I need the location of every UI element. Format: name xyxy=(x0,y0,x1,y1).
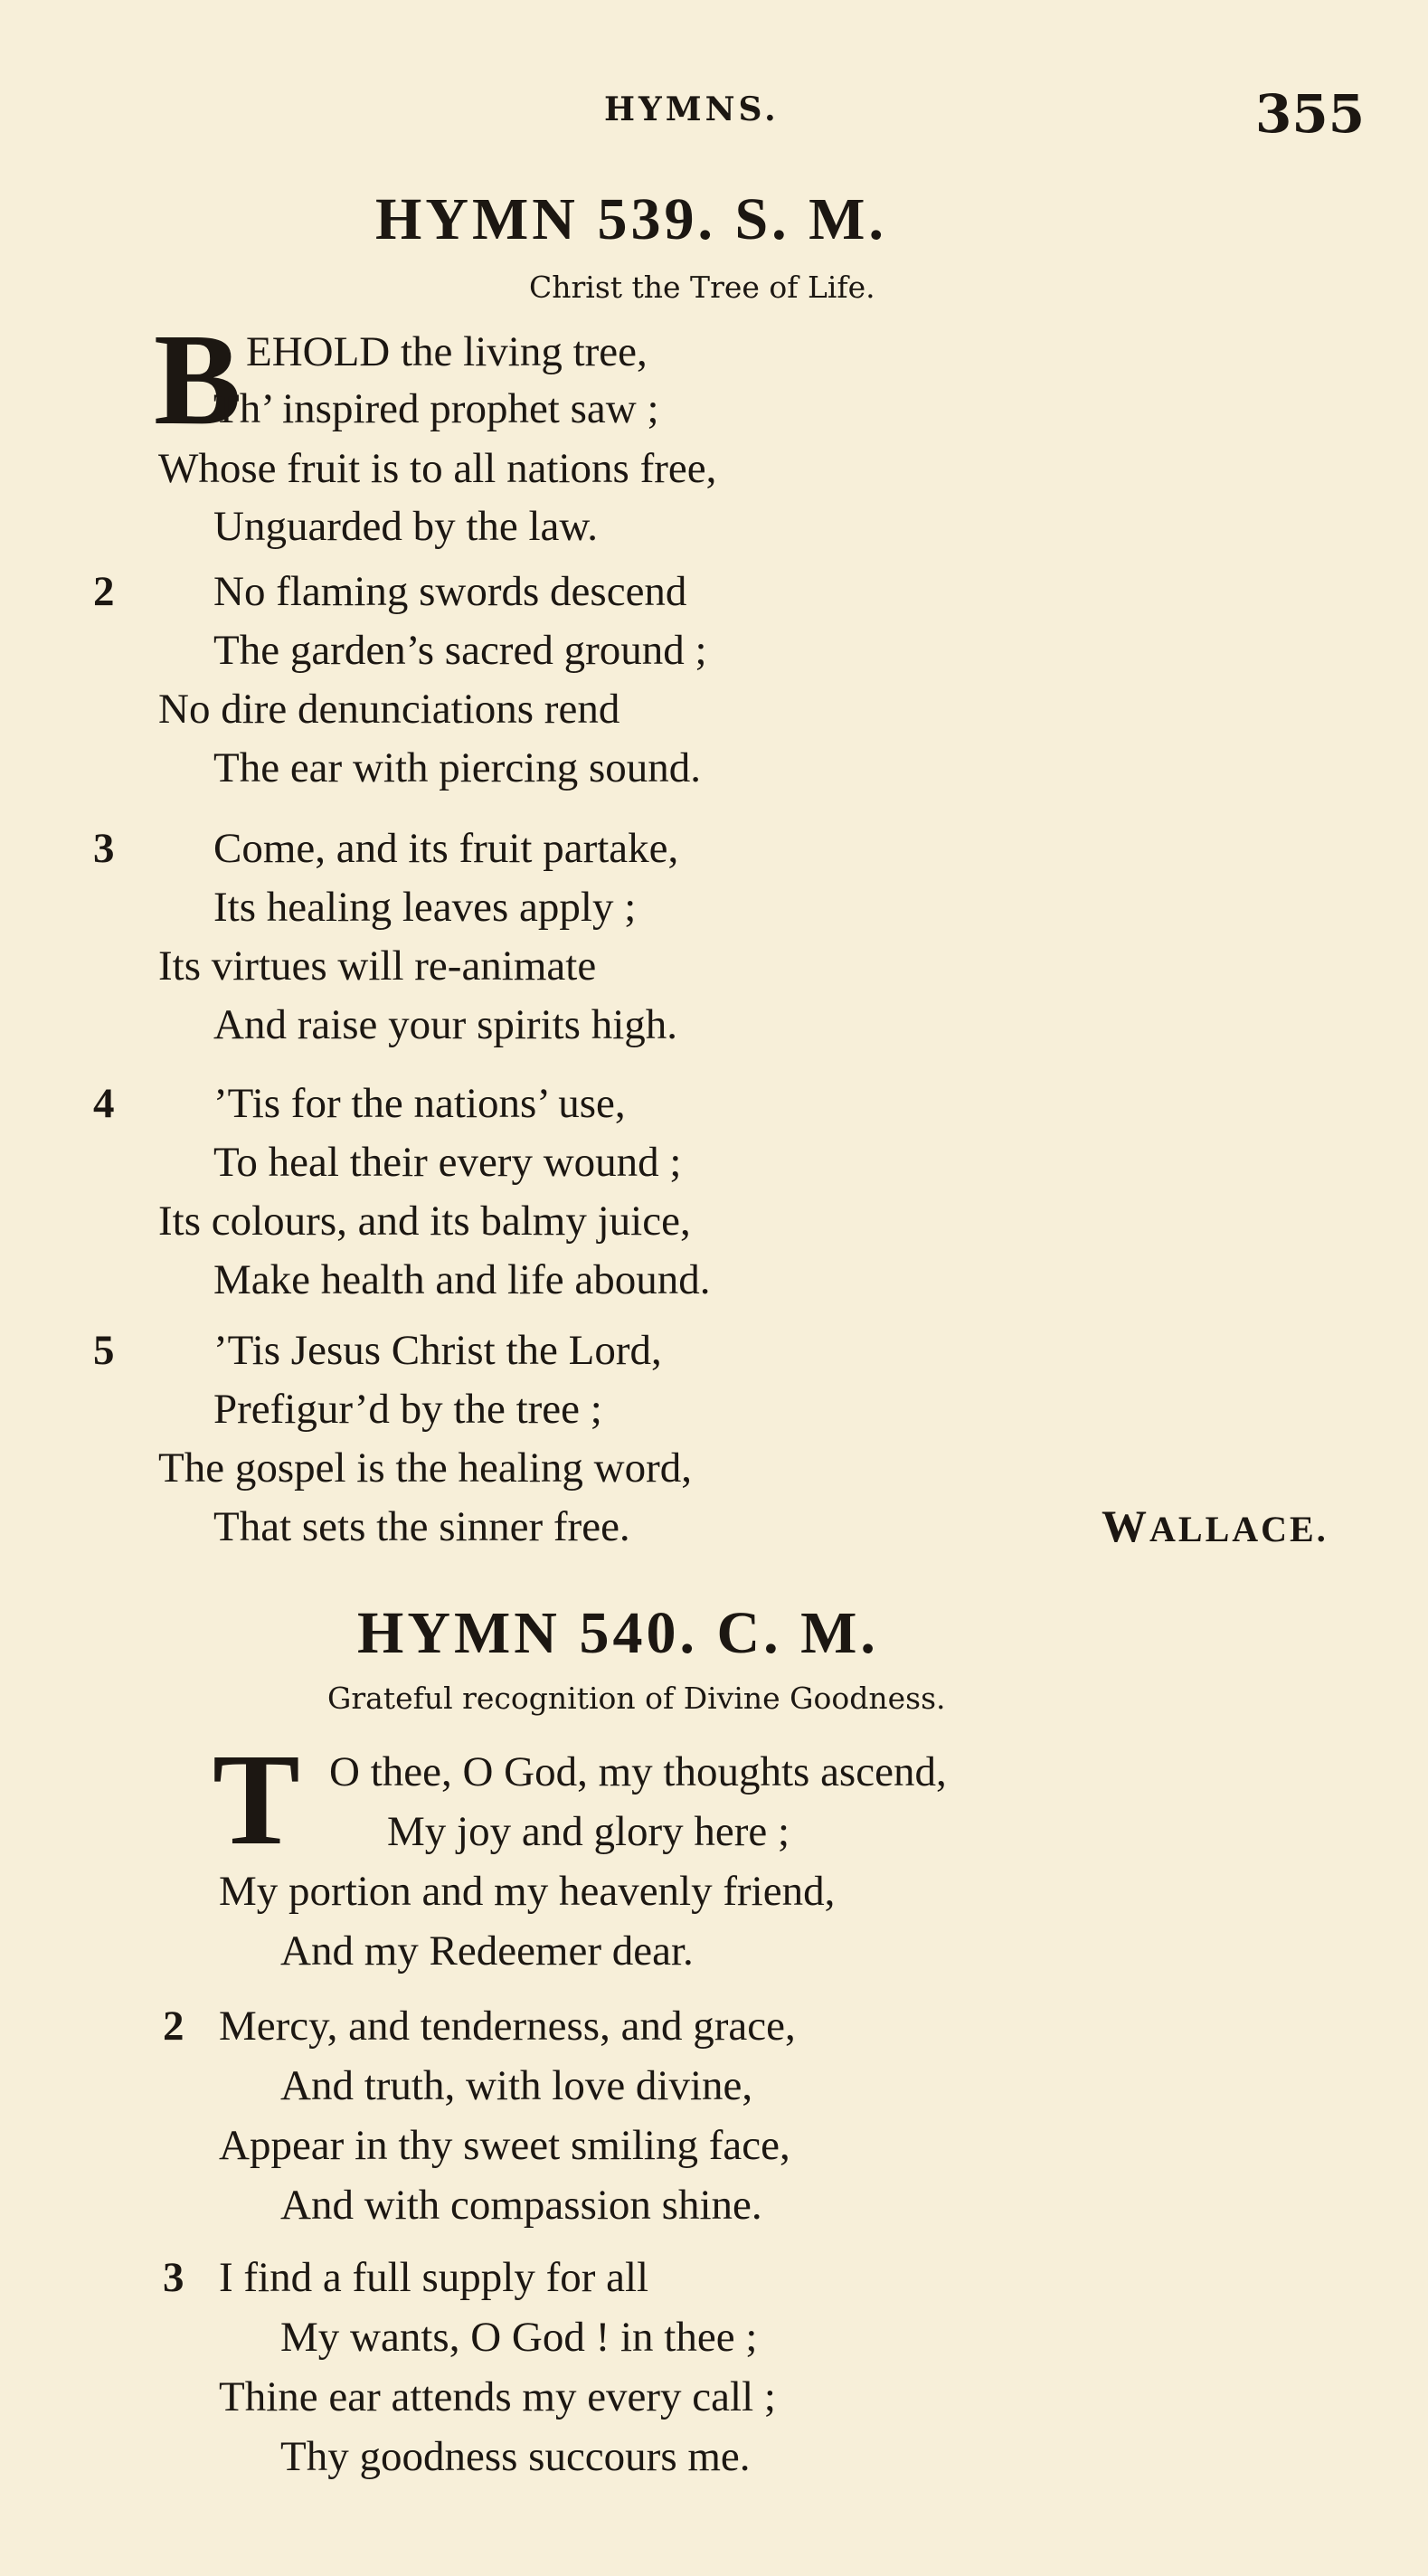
verse-number: 2 xyxy=(93,568,115,615)
stanza-line: That sets the sinner free. xyxy=(213,1503,630,1550)
verse-number: 2 xyxy=(163,2003,184,2050)
verse-number: 3 xyxy=(163,2254,184,2301)
stanza-line: No flaming swords descend xyxy=(213,568,687,615)
stanza-line: Make health and life abound. xyxy=(213,1256,711,1303)
verse-number: 3 xyxy=(93,825,115,872)
stanza-line: My portion and my heavenly friend, xyxy=(219,1868,836,1915)
stanza-line: Its virtues will re-animate xyxy=(158,942,597,990)
stanza-line: And truth, with love divine, xyxy=(280,2062,753,2109)
stanza-line: Th’ inspired prophet saw ; xyxy=(213,385,659,432)
stanza-line: And raise your spirits high. xyxy=(213,1001,678,1048)
stanza-line: Whose fruit is to all nations free, xyxy=(158,445,717,492)
stanza-line: To heal their every wound ; xyxy=(213,1139,682,1186)
hymn-540-title: HYMN 540. C. M. xyxy=(357,1600,879,1666)
author-rest: ALLACE. xyxy=(1149,1509,1329,1549)
stanza-line: Mercy, and tenderness, and grace, xyxy=(219,2003,796,2050)
stanza-line: My joy and glory here ; xyxy=(387,1808,790,1855)
stanza-line: I find a full supply for all xyxy=(219,2254,649,2301)
page-number: 355 xyxy=(1255,83,1366,145)
stanza-line: The gospel is the healing word, xyxy=(158,1444,692,1492)
hymn-539-title: HYMN 539. S. M. xyxy=(375,186,887,252)
stanza-line: Prefigur’d by the tree ; xyxy=(213,1386,602,1433)
author-initial: W xyxy=(1102,1501,1149,1551)
stanza-line: The ear with piercing sound. xyxy=(213,744,702,791)
stanza-line: And my Redeemer dear. xyxy=(280,1927,694,1975)
hymn-540-drop-cap: T xyxy=(213,1728,300,1872)
stanza-line: No dire denunciations rend xyxy=(158,686,620,733)
verse-number: 5 xyxy=(93,1327,115,1374)
stanza-line: Come, and its fruit partake, xyxy=(213,825,679,872)
stanza-line: Its healing leaves apply ; xyxy=(213,884,637,931)
stanza-line: Appear in thy sweet smiling face, xyxy=(219,2122,790,2169)
stanza-line: Thine ear attends my every call ; xyxy=(219,2373,776,2420)
stanza-line: Thy goodness succours me. xyxy=(280,2433,751,2480)
running-head: HYMNS. xyxy=(604,90,780,128)
hymn-539-drop-cap: B xyxy=(154,308,241,452)
stanza-line: My wants, O God ! in thee ; xyxy=(280,2314,758,2361)
hymn-539-author xyxy=(1102,1500,1329,1552)
hymn-540-subtitle: Grateful recognition of Divine Goodness. xyxy=(327,1681,946,1716)
stanza-line: ’Tis for the nations’ use, xyxy=(213,1080,626,1127)
stanza-line: The garden’s sacred ground ; xyxy=(213,627,707,674)
stanza-line: O thee, O God, my thoughts ascend, xyxy=(329,1748,947,1795)
stanza-line: Its colours, and its balmy juice, xyxy=(158,1198,691,1245)
stanza-line: And with compassion shine. xyxy=(280,2182,762,2229)
stanza-line: EHOLD the living tree, xyxy=(246,328,648,375)
stanza-line: Unguarded by the law. xyxy=(213,503,599,550)
stanza-line: ’Tis Jesus Christ the Lord, xyxy=(213,1327,662,1374)
verse-number: 4 xyxy=(93,1080,115,1127)
hymn-539-subtitle: Christ the Tree of Life. xyxy=(529,270,875,305)
